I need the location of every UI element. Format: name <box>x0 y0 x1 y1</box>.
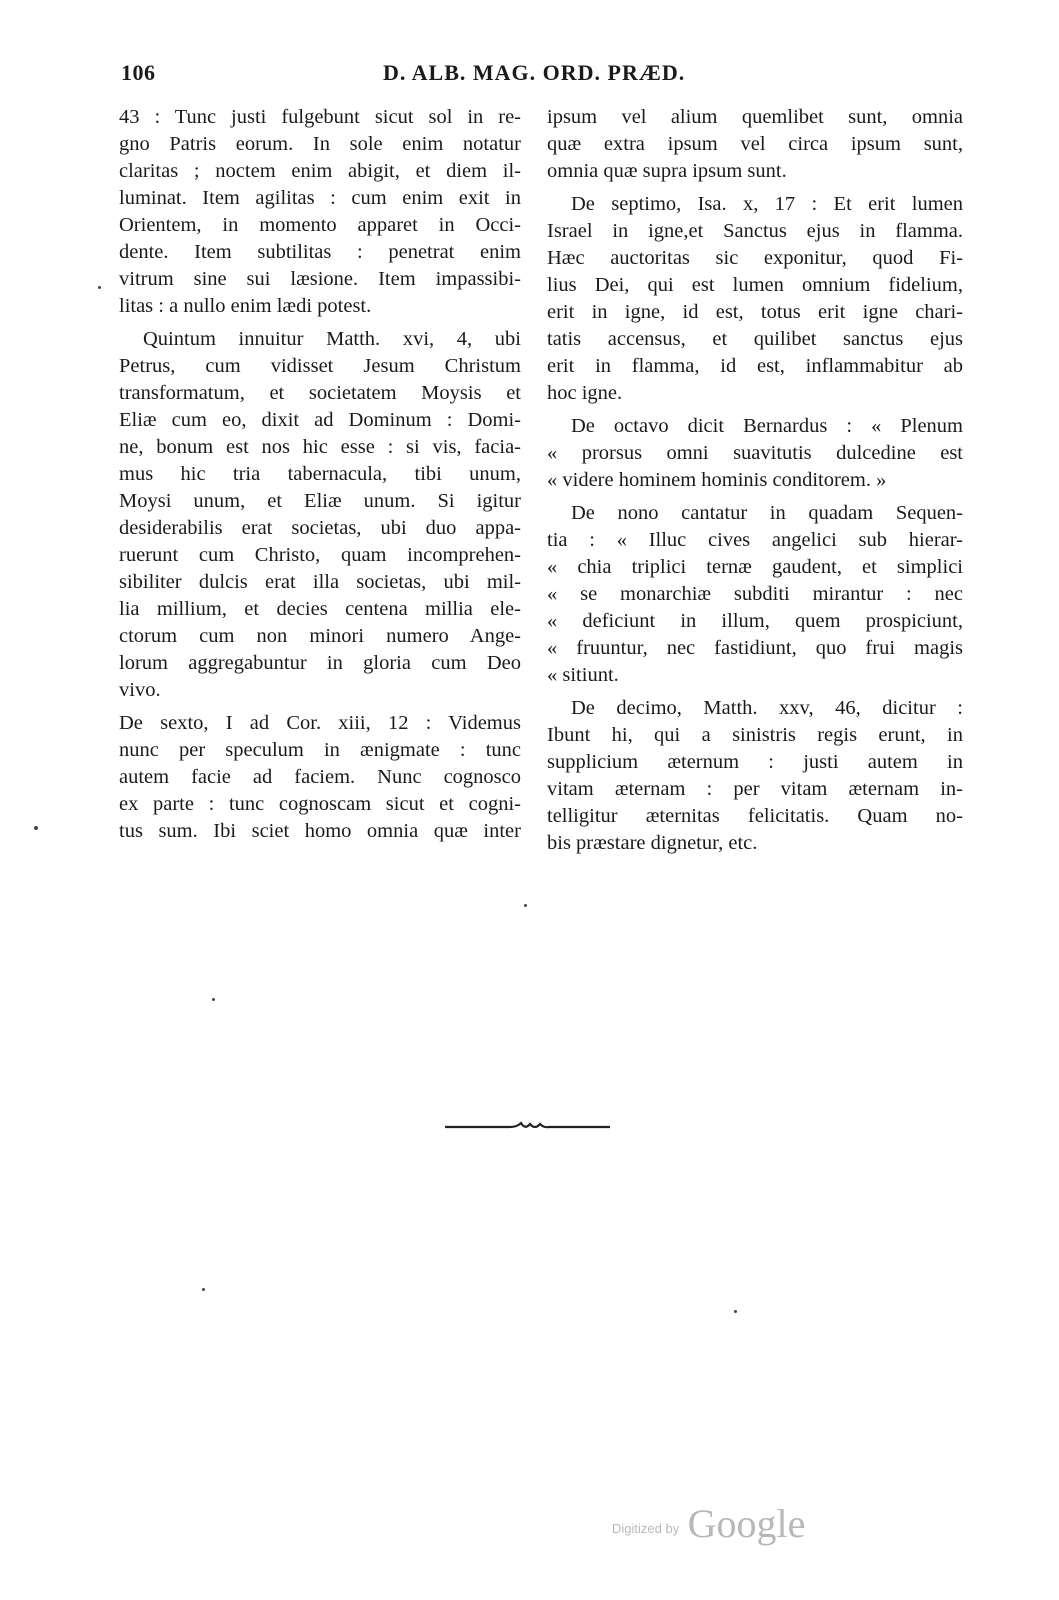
watermark-prefix: Digitized by <box>612 1521 680 1536</box>
text-line: De sexto, I ad Cor. xiii, 12 : Videmus <box>119 712 521 734</box>
print-speck <box>734 1310 737 1313</box>
text-line: Petrus, cum vidisset Jesum Christum <box>119 355 521 377</box>
text-line: ne, bonum est nos hic esse : si vis, facia- <box>119 436 521 458</box>
text-line: « videre hominem hominis conditorem. » <box>547 469 887 491</box>
text-line: gno Patris eorum. In sole enim notatur <box>119 133 521 155</box>
digitization-watermark <box>612 1500 805 1547</box>
text-line: ipsum vel alium quemlibet sunt, omnia <box>547 106 963 128</box>
running-head: D. ALB. MAG. ORD. PRÆD. <box>383 60 686 85</box>
text-line: vitam æternam : per vitam æternam in- <box>547 778 963 800</box>
text-line: mus hic tria tabernacula, tibi unum, <box>119 463 521 485</box>
text-line: telligitur æternitas felicitatis. Quam no- <box>547 805 963 827</box>
print-speck <box>34 826 38 830</box>
text-line: vivo. <box>119 679 161 701</box>
text-line: desiderabilis erat societas, ubi duo appa- <box>119 517 521 539</box>
text-line: « deficiunt in illum, quem prospiciunt, <box>547 610 963 632</box>
text-line: « sitiunt. <box>547 664 619 686</box>
text-line: tia : « Illuc cives angelici sub hierar- <box>547 529 963 551</box>
text-line: ruerunt cum Christo, quam incomprehen- <box>119 544 521 566</box>
text-line: tatis accensus, et quilibet sanctus ejus <box>547 328 963 350</box>
text-line: Eliæ cum eo, dixit ad Dominum : Domi- <box>119 409 521 431</box>
page-header <box>121 60 955 92</box>
text-line: dente. Item subtilitas : penetrat enim <box>119 241 521 263</box>
print-speck <box>212 998 215 1001</box>
text-line: autem facie ad faciem. Nunc cognosco <box>119 766 521 788</box>
text-line: De decimo, Matth. xxv, 46, dicitur : <box>571 697 963 719</box>
left-column <box>119 104 521 845</box>
text-line: sibiliter dulcis erat illa societas, ubi mil- <box>119 571 521 593</box>
text-line: supplicium æternum : justi autem in <box>547 751 963 773</box>
text-line: De octavo dicit Bernardus : « Plenum <box>571 415 963 437</box>
text-line: vitrum sine sui læsione. Item impassibi- <box>119 268 521 290</box>
text-line: Quintum innuitur Matth. xvi, 4, ubi <box>143 328 521 350</box>
text-line: Israel in igne,et Sanctus ejus in flamma. <box>547 220 963 242</box>
end-ornament <box>445 1118 610 1134</box>
text-line: De nono cantatur in quadam Sequen- <box>571 502 963 524</box>
print-speck <box>524 904 527 907</box>
page-number: 106 <box>121 60 156 85</box>
text-line: litas : a nullo enim lædi potest. <box>119 295 372 317</box>
text-line: lorum aggregabuntur in gloria cum Deo <box>119 652 521 674</box>
text-line: erit in igne, id est, totus erit igne chari- <box>547 301 963 323</box>
text-line: Ibunt hi, qui a sinistris regis erunt, in <box>547 724 963 746</box>
text-line: lia millium, et decies centena millia ele- <box>119 598 521 620</box>
right-column <box>547 104 963 857</box>
text-line: quæ extra ipsum vel circa ipsum sunt, <box>547 133 963 155</box>
text-line: Orientem, in momento apparet in Occi- <box>119 214 521 236</box>
text-line: 43 : Tunc justi fulgebunt sicut sol in re- <box>119 106 521 128</box>
text-line: lius Dei, qui est lumen omnium fidelium, <box>547 274 963 296</box>
text-line: De septimo, Isa. x, 17 : Et erit lumen <box>571 193 963 215</box>
print-speck <box>202 1288 205 1291</box>
text-line: ctorum cum non minori numero Ange- <box>119 625 521 647</box>
print-speck <box>98 286 101 289</box>
text-line: transformatum, et societatem Moysis et <box>119 382 521 404</box>
text-line: omnia quæ supra ipsum sunt. <box>547 160 787 182</box>
text-line: bis præstare dignetur, etc. <box>547 832 758 854</box>
text-line: hoc igne. <box>547 382 623 404</box>
text-line: luminat. Item agilitas : cum enim exit in <box>119 187 521 209</box>
text-line: « se monarchiæ subditi mirantur : nec <box>547 583 963 605</box>
text-line: « prorsus omni suavitutis dulcedine est <box>547 442 963 464</box>
text-line: erit in flamma, id est, inflammabitur ab <box>547 355 963 377</box>
text-line: claritas ; noctem enim abigit, et diem il- <box>119 160 521 182</box>
text-line: Hæc auctoritas sic exponitur, quod Fi- <box>547 247 963 269</box>
text-line: nunc per speculum in ænigmate : tunc <box>119 739 521 761</box>
text-line: tus sum. Ibi sciet homo omnia quæ inter <box>119 820 521 842</box>
text-line: « chia triplici ternæ gaudent, et simplici <box>547 556 963 578</box>
text-line: Moysi unum, et Eliæ unum. Si igitur <box>119 490 521 512</box>
text-line: ex parte : tunc cognoscam sicut et cogni- <box>119 793 521 815</box>
text-line: « fruuntur, nec fastidiunt, quo frui magis <box>547 637 963 659</box>
watermark-brand: Google <box>687 1501 806 1546</box>
